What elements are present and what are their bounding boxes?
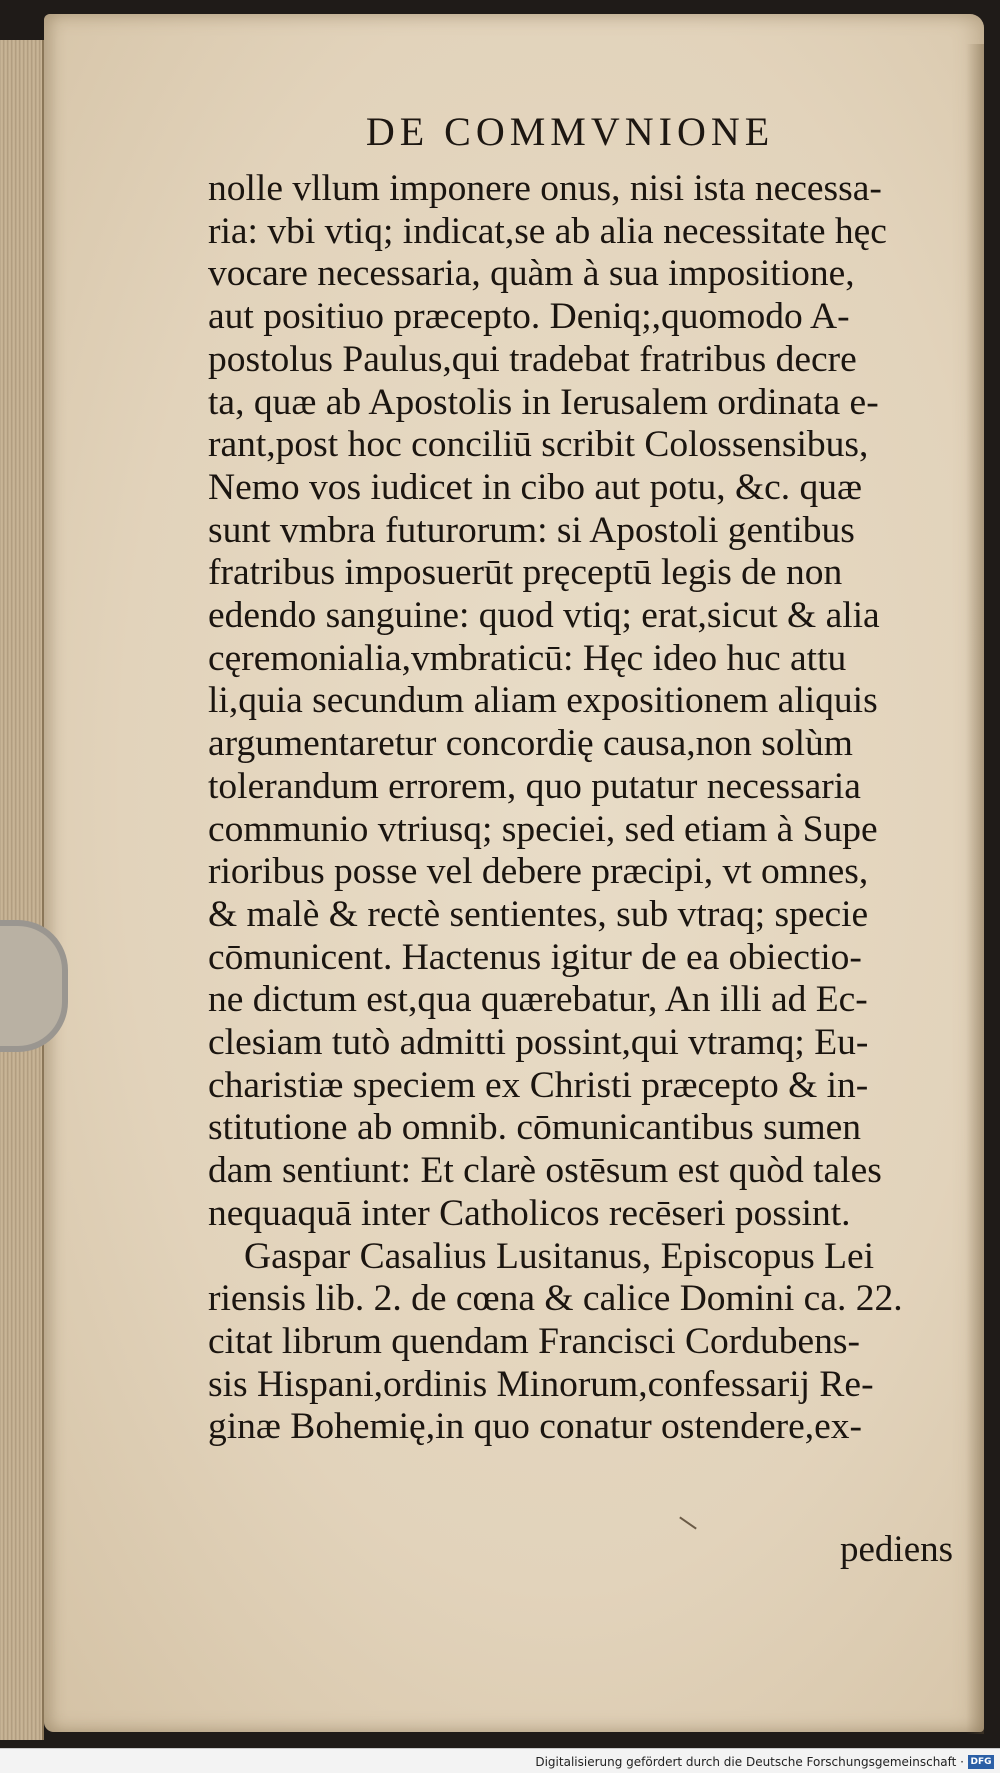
- text-line: cōmunicent. Hactenus igitur de ea obiectio-: [208, 936, 862, 978]
- text-line: li,quia secundum aliam expositionem aliquis: [208, 680, 878, 722]
- page-edges: [0, 40, 44, 1740]
- text-line: charistiæ speciem ex Christi præcepto & in-: [208, 1064, 869, 1106]
- text-line: riensis lib. 2. de cœna & calice Domini ca. 22.: [208, 1278, 903, 1320]
- text-line: postolus Paulus,qui tradebat fratribus decre: [208, 338, 857, 380]
- text-line: cęremonialia,vmbraticū: Hęc ideo huc attu: [208, 637, 847, 679]
- text-line: tolerandum errorem, quo putatur necessaria: [208, 765, 861, 807]
- book-clasp: [0, 920, 68, 1052]
- text-line: citat librum quendam Francisci Cordubens-: [208, 1320, 860, 1362]
- text-line: communio vtriusq; speciei, sed etiam à Supe: [208, 808, 878, 850]
- text-line: rant,post hoc conciliū scribit Colossensibus,: [208, 424, 869, 466]
- text-line: aut positiuo præcepto. Deniq;,quomodo A-: [208, 296, 850, 338]
- text-line: & malè & rectè sentientes, sub vtraq; specie: [208, 893, 869, 935]
- text-line: ria: vbi vtiq; indicat,se ab alia necessitate hęc: [208, 210, 887, 252]
- text-line: rioribus posse vel debere præcipi, vt omnes,: [208, 851, 869, 893]
- text-block: [208, 168, 948, 1449]
- text-line: ta, quæ ab Apostolis in Ierusalem ordinata e-: [208, 381, 879, 423]
- text-line: fratribus imposuerūt pręceptū legis de non: [208, 552, 843, 594]
- text-line: clesiam tutò admitti possint,qui vtramq; Eu-: [208, 1022, 869, 1064]
- page-shadow: [966, 44, 984, 1734]
- text-line: Gaspar Casalius Lusitanus, Episcopus Lei: [244, 1235, 875, 1277]
- text-line: nequaquā inter Catholicos recēseri possint.: [208, 1192, 851, 1234]
- text-line: sunt vmbra futurorum: si Apostoli gentibus: [208, 509, 855, 551]
- text-line: ginæ Bohemię,in quo conatur ostendere,ex-: [208, 1406, 862, 1448]
- text-line: nolle vllum imponere onus, nisi ista necessa-: [208, 168, 882, 209]
- running-head: DE COMMVNIONE: [365, 109, 775, 154]
- dfg-logo: DFG: [968, 1755, 994, 1769]
- text-line: dam sentiunt: Et clarè ostēsum est quòd tales: [208, 1150, 882, 1192]
- text-line: edendo sanguine: quod vtiq; erat,sicut & alia: [208, 595, 880, 637]
- catchword: pediens: [840, 1529, 954, 1570]
- text-line: Nemo vos iudicet in cibo aut potu, &c. quæ: [208, 466, 863, 508]
- text-line: sis Hispani,ordinis Minorum,confessarij Re-: [208, 1363, 874, 1405]
- digitization-footer: [0, 1748, 1000, 1773]
- digitization-note: Digitalisierung gefördert durch die Deutsche Forschungsgemeinschaft ·: [535, 1755, 964, 1769]
- text-line: vocare necessaria, quàm à sua impositione,: [208, 253, 855, 295]
- text-line: ne dictum est,qua quærebatur, An illi ad Ec-: [208, 979, 868, 1021]
- text-line: argumentaretur concordię causa,non solùm: [208, 723, 853, 765]
- text-line: stitutione ab omnib. cōmunicantibus sumen: [208, 1107, 862, 1149]
